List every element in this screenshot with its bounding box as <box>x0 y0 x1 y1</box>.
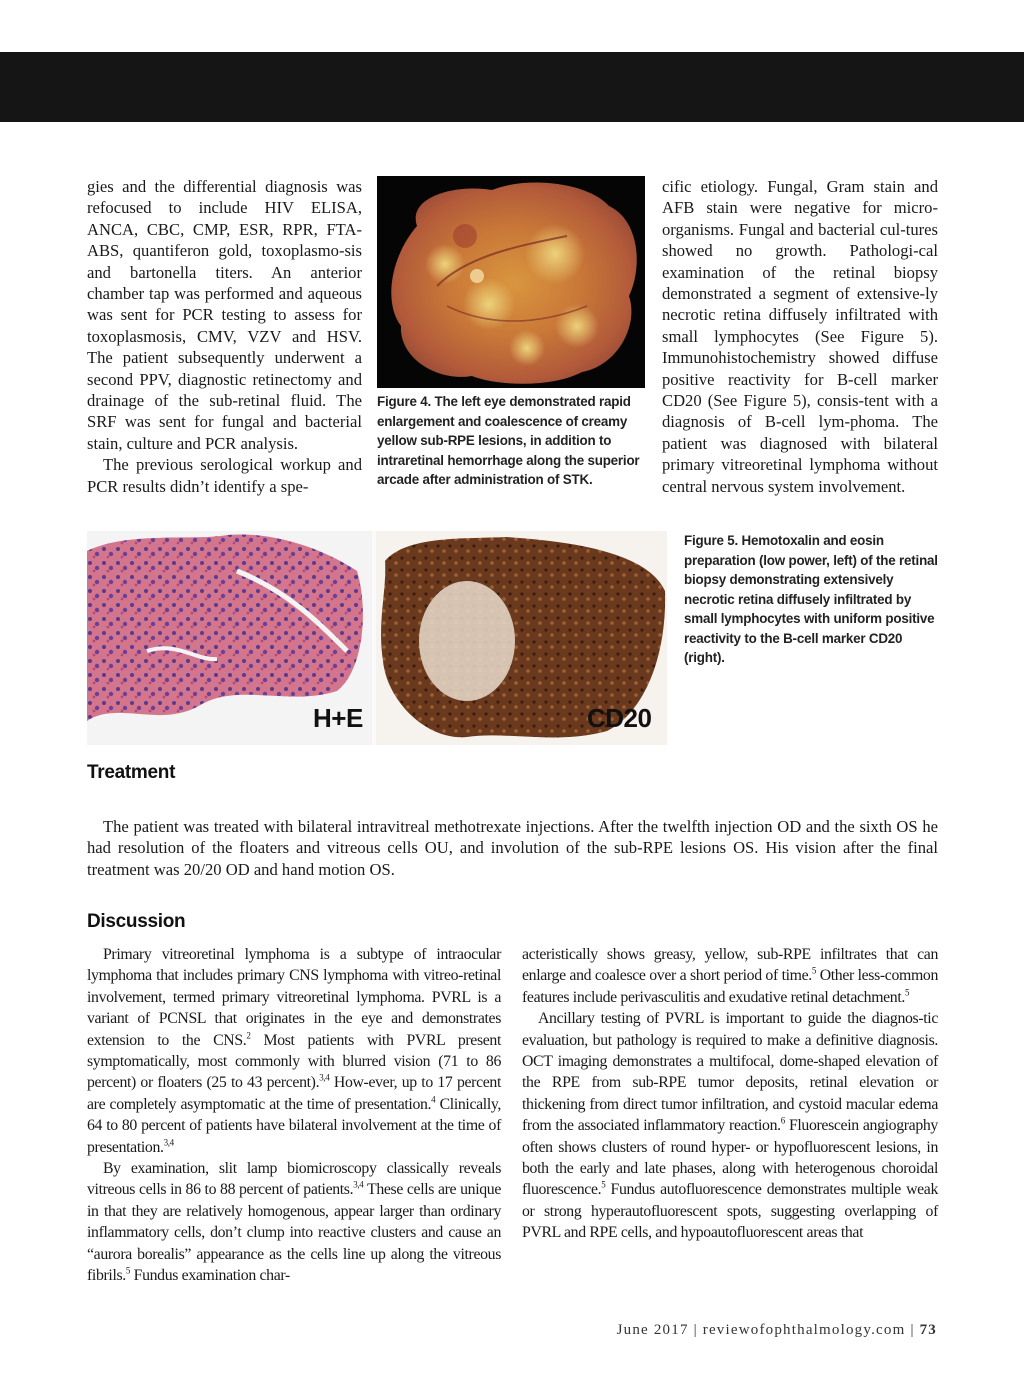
page-footer <box>617 1322 937 1339</box>
treatment-paragraph <box>87 816 938 880</box>
footer-separator: | <box>910 1322 915 1338</box>
figure-5-caption: Figure 5. Hemotoxalin and eosin preparation (low power, left) of the retinal biopsy demonstrating extensively necrotic retina diffusely infiltrated by small lymphocytes with uniform positive reactivity to the B-cell marker CD20 (right). <box>684 533 938 665</box>
figure-4-caption: Figure 4. The left eye demonstrated rapid enlargement and coalescence of creamy yellow sub-RPE lesions, in addition to intraretinal hemorrhage along the superior arcade after administration of STK. <box>377 394 640 487</box>
label-cd20: CD20 <box>587 703 652 733</box>
paragraph: The previous serological workup and PCR results didn’t identify a spe- <box>87 455 362 496</box>
label-he: H+E <box>313 703 363 733</box>
footer-separator: | <box>693 1322 698 1338</box>
footer-site: reviewofophthalmology.com <box>702 1322 906 1338</box>
paragraph: Primary vitreoretinal lymphoma is a subtype of intraocular lymphoma that includes primary CNS lymphoma with vitreo-retinal involvement, termed primary vitreoretinal lymphoma. PVRL is a variant of PCNSL that originates in the eye and demonstrates extension to the CNS.$^2$ Most patients with PVRL present symptomatically, most commonly with blurred vision (71 to 86 percent) or floaters (25 to 43 percent).$^{3,4}$ How-ever, up to 17 percent are completely asymptomatic at the time of presentation.$^4$ Clinically, 64 to 80 percent of patients have bilateral involvement at the time of presentation.$^{3,4}$ <box>87 946 502 1156</box>
paragraph: By examination, slit lamp biomicroscopy classically reveals vitreous cells in 86 to 88 percent of patients.$^{3,4}$ These cells are unique in that they are relatively homogenous, appear larger than ordinary inflammatory cells, don’t clump into reactive clusters and cause an “aurora borealis” appearance as the cells line up along the vitreous fibrils.$^5$ Fundus examination char- <box>87 1160 501 1285</box>
discussion-heading: Discussion <box>87 911 186 932</box>
paragraph: acteristically shows greasy, yellow, sub-RPE infiltrates that can enlarge and coalesce over a short period of time.$^5$ Other less-common features include perivasculitis and exudative retinal detachment.$^5$ <box>522 946 938 1006</box>
figure-5-histology <box>87 531 667 745</box>
body-column-left <box>87 176 362 497</box>
discussion-column-left <box>87 944 501 1287</box>
paragraph: gies and the differential diagnosis was refocused to include HIV ELISA, ANCA, CBC, CMP, ESR, RPR, FTA-ABS, quantiferon gold, toxoplasmo-sis and bartonella titers. An anterior chamber tap was performed and aqueous was sent for PCR testing to assess for toxoplasmosis, CMV, VZV and HSV. The patient subsequently underwent a second PPV, diagnostic retinectomy and drainage of the sub-retinal fluid. The SRF was sent for fungal and bacterial stain, culture and PCR analysis. <box>87 177 362 453</box>
discussion-column-right <box>522 944 938 1244</box>
footer-date: June 2017 <box>616 1322 689 1338</box>
paragraph: Ancillary testing of PVRL is important to guide the diagnos-tic evaluation, but pathology is required to make a definitive diagnosis. OCT imaging demonstrates a multifocal, dome-shaped elevation of the RPE from sub-RPE tumor deposits, retinal elevation or thickening from direct tumor infiltration, and cystoid macular edema from the associated inflammatory reaction.$^6$ Fluorescein angiography often shows clusters of round hyper- or hypofluorescent lesions, in both the early and late phases, along with heterogenous choroidal fluorescence.$^5$ Fundus autofluorescence demonstrates multiple weak or strong hyperautofluorescent spots, suggesting overlapping of PVRL and RPE cells, and hypoautofluorescent areas that <box>522 1010 938 1242</box>
figure-4-fundus-photo <box>377 176 645 388</box>
histology-panels-image <box>87 531 667 745</box>
page-number: 73 <box>919 1322 937 1338</box>
treatment-heading: Treatment <box>87 762 176 783</box>
paragraph: The patient was treated with bilateral intravitreal methotrexate injections. After the twelfth injection OD and the sixth OS he had resolution of the floaters and vitreous cells OU, and involution of the sub-RPE lesions OS. His vision after the final treatment was 20/20 OD and hand motion OS. <box>87 817 938 879</box>
body-column-right <box>662 176 938 497</box>
paragraph: cific etiology. Fungal, Gram stain and AFB stain were negative for micro-organisms. Fungal and bacterial cul-tures showed no growth. Pathologi-cal examination of the retinal biopsy demonstrated a segment of extensive-ly necrotic retina diffusely infiltrated with small lymphocytes (See Figure 5). Immunohistochemistry showed diffuse positive reactivity for B-cell marker CD20 (See Figure 5), consis-tent with a diagnosis of B-cell lym-phoma. The patient was diagnosed with bilateral primary vitreoretinal lymphoma without central nervous system involvement. <box>662 177 938 496</box>
fundus-montage-image <box>377 176 645 388</box>
header-band <box>0 52 1024 122</box>
